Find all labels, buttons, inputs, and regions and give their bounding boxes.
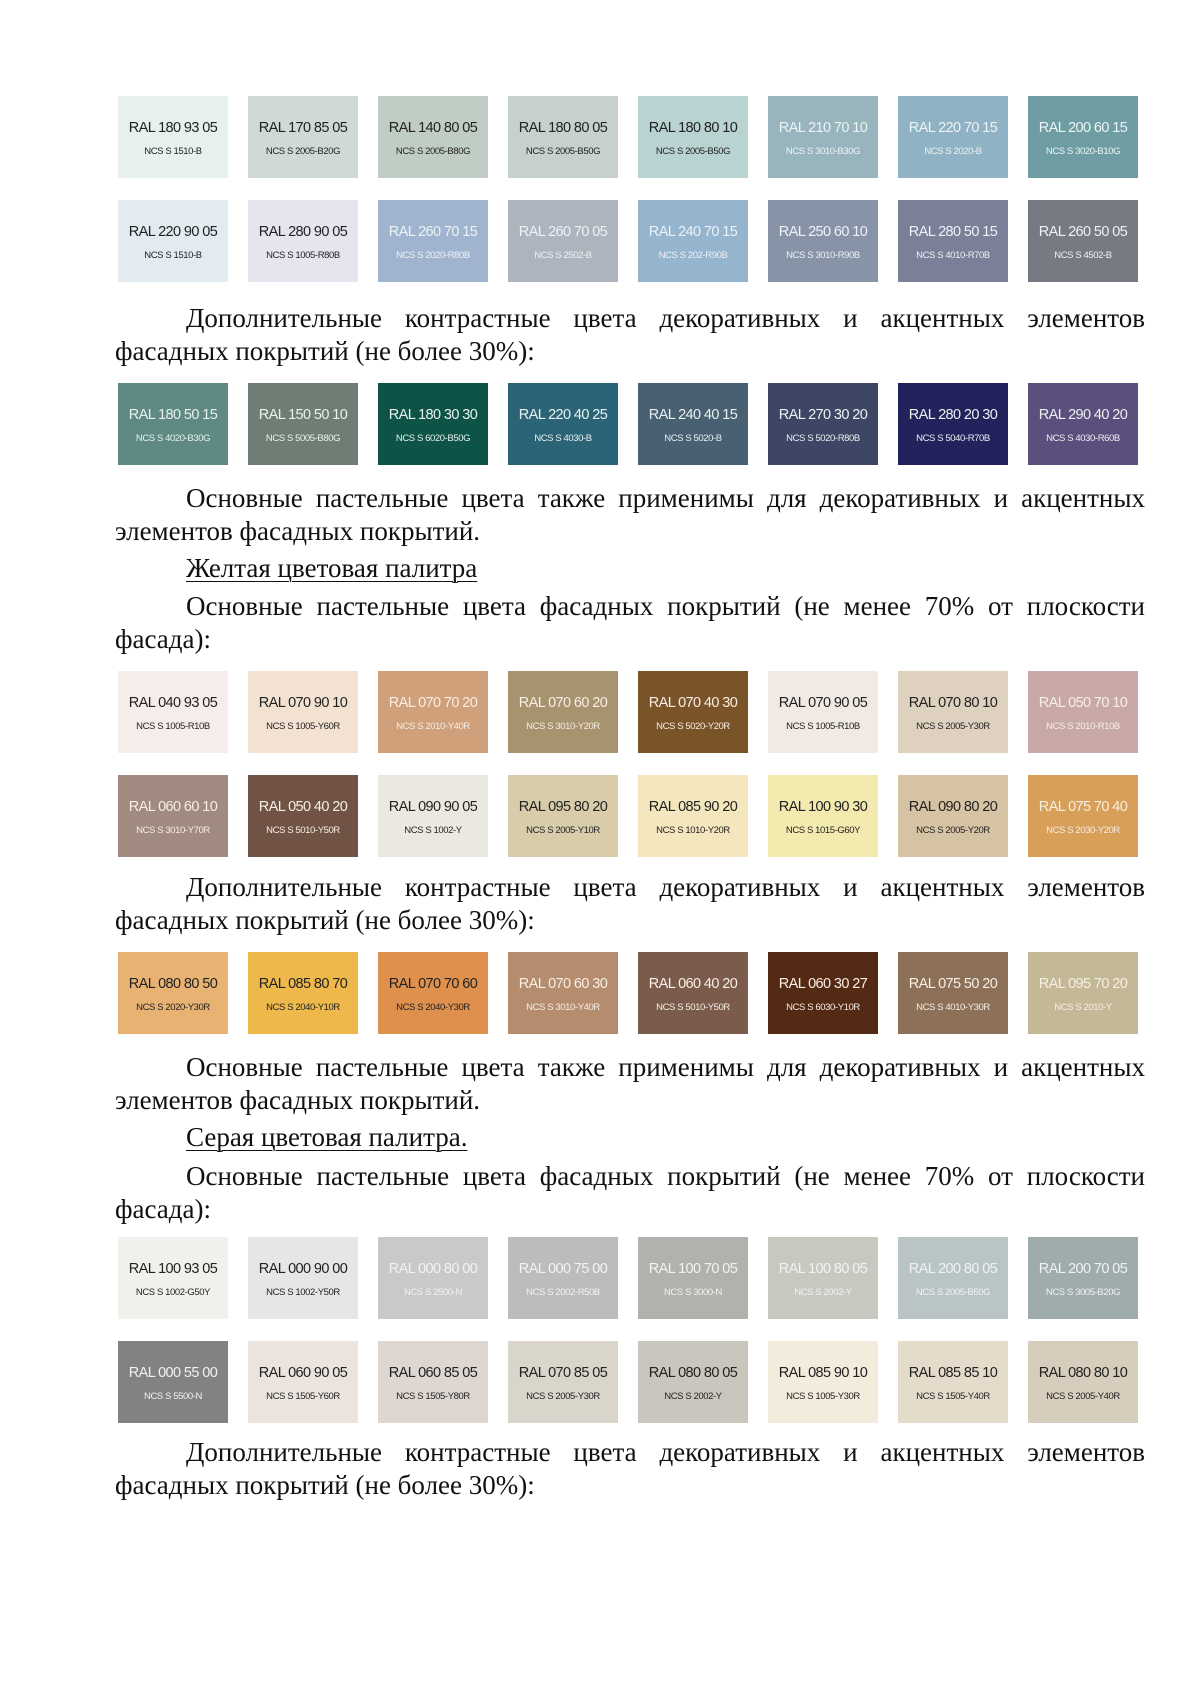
color-swatch	[768, 952, 878, 1034]
ncs-code: NCS S 2020-Y30R	[136, 1002, 210, 1013]
color-swatch	[898, 1237, 1008, 1319]
ncs-code: NCS S 2002-R50B	[526, 1287, 600, 1298]
color-swatch	[378, 1237, 488, 1319]
yellow-palette-heading: Желтая цветовая палитра	[186, 553, 478, 583]
ral-code: RAL 090 90 05	[388, 799, 478, 815]
ncs-code: NCS S 3020-B10G	[1045, 146, 1121, 157]
ncs-code: NCS S 1005-R80B	[266, 250, 340, 261]
blue-accent-intro-line2: фасадных покрытий (не более 30%):	[115, 336, 535, 366]
color-swatch	[898, 952, 1008, 1034]
ral-code: RAL 280 90 05	[258, 224, 348, 240]
ncs-code: NCS S 2010-R10B	[1046, 721, 1120, 732]
ncs-code: NCS S 1505-Y80R	[396, 1391, 470, 1402]
ncs-code: NCS S 2005-Y40R	[1046, 1391, 1120, 1402]
ral-code: RAL 075 70 40	[1038, 799, 1128, 815]
color-swatch	[768, 1341, 878, 1423]
ncs-code: NCS S 1005-Y30R	[786, 1391, 860, 1402]
ral-code: RAL 200 80 05	[908, 1261, 998, 1277]
ncs-code: NCS S 2005-B20G	[265, 146, 341, 157]
gray-accent-intro-line1: Дополнительные контрастные цвета декоративных и акцентных элементов	[186, 1437, 1145, 1467]
ncs-code: NCS S 5020-R80B	[786, 433, 860, 444]
ral-code: RAL 000 80 00	[388, 1261, 478, 1277]
ral-code: RAL 280 20 30	[908, 407, 998, 423]
ncs-code: NCS S 2500-N	[403, 1287, 463, 1298]
ral-code: RAL 290 40 20	[1038, 407, 1128, 423]
color-swatch	[768, 775, 878, 857]
gray-palette-heading: Серая цветовая палитра.	[186, 1122, 468, 1152]
ncs-code: NCS S 4010-R70B	[916, 250, 990, 261]
ncs-code: NCS S 2502-B	[534, 250, 592, 261]
ncs-code: NCS S 2010-Y	[1054, 1002, 1112, 1013]
color-swatch	[378, 1341, 488, 1423]
gray-accent-intro-line2: фасадных покрытий (не более 30%):	[115, 1470, 535, 1500]
ral-code: RAL 090 80 20	[908, 799, 998, 815]
ral-code: RAL 180 80 10	[648, 120, 738, 136]
color-swatch	[898, 96, 1008, 178]
ral-code: RAL 060 30 27	[778, 976, 868, 992]
ral-code: RAL 150 50 10	[258, 407, 348, 423]
ral-code: RAL 075 50 20	[908, 976, 998, 992]
ncs-code: NCS S 4020-B30G	[135, 433, 211, 444]
yellow-accent-palette	[118, 952, 1138, 1034]
ral-code: RAL 260 50 05	[1038, 224, 1128, 240]
ncs-code: NCS S 3010-Y40R	[526, 1002, 600, 1013]
color-swatch	[1028, 952, 1138, 1034]
ncs-code: NCS S 3005-B20G	[1045, 1287, 1121, 1298]
ral-code: RAL 060 40 20	[648, 976, 738, 992]
ncs-code: NCS S 5010-Y50R	[266, 825, 340, 836]
color-swatch	[118, 775, 228, 857]
ncs-code: NCS S 2040-Y10R	[266, 1002, 340, 1013]
ral-code: RAL 070 60 20	[518, 695, 608, 711]
ncs-code: NCS S 1005-R10B	[136, 721, 210, 732]
color-swatch	[898, 671, 1008, 753]
ral-code: RAL 200 60 15	[1038, 120, 1128, 136]
ral-code: RAL 220 70 15	[908, 120, 998, 136]
ral-code: RAL 085 90 20	[648, 799, 738, 815]
ncs-code: NCS S 3010-B30G	[785, 146, 861, 157]
ncs-code: NCS S 5500-N	[143, 1391, 203, 1402]
color-swatch	[378, 671, 488, 753]
gray-main-intro-line1: Основные пастельные цвета фасадных покрытий (не менее 70% от плоскости	[186, 1161, 1145, 1191]
ncs-code: NCS S 3000-N	[663, 1287, 723, 1298]
ncs-code: NCS S 1505-Y40R	[916, 1391, 990, 1402]
color-swatch	[118, 383, 228, 465]
ncs-code: NCS S 2005-B50G	[915, 1287, 991, 1298]
color-swatch	[768, 1237, 878, 1319]
color-swatch	[508, 1237, 618, 1319]
color-swatch	[508, 1341, 618, 1423]
ral-code: RAL 070 90 05	[778, 695, 868, 711]
ral-code: RAL 040 93 05	[128, 695, 218, 711]
ral-code: RAL 220 40 25	[518, 407, 608, 423]
ncs-code: NCS S 2010-Y40R	[396, 721, 470, 732]
ncs-code: NCS S 2005-Y20R	[916, 825, 990, 836]
color-swatch	[248, 1237, 358, 1319]
ral-code: RAL 080 80 10	[1038, 1365, 1128, 1381]
ncs-code: NCS S 5040-R70B	[916, 433, 990, 444]
color-swatch	[508, 200, 618, 282]
ral-code: RAL 240 40 15	[648, 407, 738, 423]
color-swatch	[1028, 1237, 1138, 1319]
ral-code: RAL 070 80 10	[908, 695, 998, 711]
ral-code: RAL 000 90 00	[258, 1261, 348, 1277]
yellow-main-intro-line2: фасада):	[115, 624, 211, 654]
color-swatch	[248, 1341, 358, 1423]
ncs-code: NCS S 5020-Y20R	[656, 721, 730, 732]
blue-note-line2: элементов фасадных покрытий.	[115, 516, 481, 546]
ncs-code: NCS S 3010-R90B	[786, 250, 860, 261]
ncs-code: NCS S 2005-Y10R	[526, 825, 600, 836]
ncs-code: NCS S 2005-B50G	[655, 146, 731, 157]
color-swatch	[508, 952, 618, 1034]
ncs-code: NCS S 2005-B50G	[525, 146, 601, 157]
color-swatch	[768, 200, 878, 282]
ncs-code: NCS S 6030-Y10R	[786, 1002, 860, 1013]
ncs-code: NCS S 1005-Y60R	[266, 721, 340, 732]
ncs-code: NCS S 5010-Y50R	[656, 1002, 730, 1013]
ncs-code: NCS S 4010-Y30R	[916, 1002, 990, 1013]
color-swatch	[898, 383, 1008, 465]
ncs-code: NCS S 1510-B	[144, 146, 202, 157]
ncs-code: NCS S 202-R90B	[658, 250, 728, 261]
ncs-code: NCS S 2020-B	[924, 146, 982, 157]
ncs-code: NCS S 6020-B50G	[395, 433, 471, 444]
ral-code: RAL 100 90 30	[778, 799, 868, 815]
yellow-accent-intro-line2: фасадных покрытий (не более 30%):	[115, 905, 535, 935]
color-swatch	[638, 96, 748, 178]
color-swatch	[1028, 1341, 1138, 1423]
color-swatch	[118, 1237, 228, 1319]
ncs-code: NCS S 4502-B	[1054, 250, 1112, 261]
ral-code: RAL 085 80 70	[258, 976, 348, 992]
ncs-code: NCS S 2005-Y30R	[526, 1391, 600, 1402]
yellow-note-line2: элементов фасадных покрытий.	[115, 1085, 481, 1115]
ral-code: RAL 085 85 10	[908, 1365, 998, 1381]
color-swatch	[508, 96, 618, 178]
ral-code: RAL 280 50 15	[908, 224, 998, 240]
color-swatch	[248, 952, 358, 1034]
ral-code: RAL 140 80 05	[388, 120, 478, 136]
color-swatch	[638, 383, 748, 465]
ral-code: RAL 050 70 10	[1038, 695, 1128, 711]
ral-code: RAL 080 80 50	[128, 976, 218, 992]
ral-code: RAL 180 80 05	[518, 120, 608, 136]
color-swatch	[1028, 200, 1138, 282]
ral-code: RAL 070 85 05	[518, 1365, 608, 1381]
ral-code: RAL 270 30 20	[778, 407, 868, 423]
blue-note-line1: Основные пастельные цвета также применимы для декоративных и акцентных	[186, 483, 1145, 513]
color-swatch	[508, 671, 618, 753]
yellow-main-intro-line1: Основные пастельные цвета фасадных покрытий (не менее 70% от плоскости	[186, 591, 1145, 621]
blue-accent-intro-line1: Дополнительные контрастные цвета декоративных и акцентных элементов	[186, 303, 1145, 333]
ncs-code: NCS S 1002-G50Y	[135, 1287, 211, 1298]
color-swatch	[118, 200, 228, 282]
ral-code: RAL 000 75 00	[518, 1261, 608, 1277]
color-swatch	[378, 775, 488, 857]
ral-code: RAL 060 90 05	[258, 1365, 348, 1381]
ral-code: RAL 100 70 05	[648, 1261, 738, 1277]
ncs-code: NCS S 1002-Y50R	[266, 1287, 340, 1298]
ncs-code: NCS S 1015-G60Y	[785, 825, 861, 836]
ral-code: RAL 180 93 05	[128, 120, 218, 136]
ral-code: RAL 200 70 05	[1038, 1261, 1128, 1277]
ncs-code: NCS S 1002-Y	[404, 825, 462, 836]
ral-code: RAL 260 70 15	[388, 224, 478, 240]
ral-code: RAL 250 60 10	[778, 224, 868, 240]
ral-code: RAL 085 90 10	[778, 1365, 868, 1381]
ncs-code: NCS S 4030-B	[534, 433, 592, 444]
ral-code: RAL 095 80 20	[518, 799, 608, 815]
color-swatch	[378, 96, 488, 178]
ncs-code: NCS S 5020-B	[664, 433, 722, 444]
color-swatch	[378, 200, 488, 282]
color-swatch	[638, 200, 748, 282]
ral-code: RAL 180 30 30	[388, 407, 478, 423]
color-swatch	[378, 383, 488, 465]
ral-code: RAL 210 70 10	[778, 120, 868, 136]
ral-code: RAL 070 60 30	[518, 976, 608, 992]
ncs-code: NCS S 2020-R80B	[396, 250, 470, 261]
color-swatch	[248, 775, 358, 857]
ncs-code: NCS S 3010-Y70R	[136, 825, 210, 836]
color-swatch	[898, 775, 1008, 857]
ral-code: RAL 170 85 05	[258, 120, 348, 136]
yellow-main-palette	[118, 671, 1138, 857]
color-swatch	[248, 383, 358, 465]
ncs-code: NCS S 2002-Y	[794, 1287, 852, 1298]
yellow-note-line1: Основные пастельные цвета также применимы для декоративных и акцентных	[186, 1052, 1145, 1082]
color-swatch	[638, 952, 748, 1034]
color-swatch	[118, 671, 228, 753]
ral-code: RAL 070 70 20	[388, 695, 478, 711]
ncs-code: NCS S 2030-Y20R	[1046, 825, 1120, 836]
ral-code: RAL 100 80 05	[778, 1261, 868, 1277]
gray-main-palette	[118, 1237, 1138, 1423]
color-swatch	[118, 96, 228, 178]
ral-code: RAL 060 60 10	[128, 799, 218, 815]
color-swatch	[638, 671, 748, 753]
color-swatch	[1028, 383, 1138, 465]
ncs-code: NCS S 1510-B	[144, 250, 202, 261]
color-swatch	[118, 952, 228, 1034]
color-swatch	[898, 200, 1008, 282]
ral-code: RAL 260 70 05	[518, 224, 608, 240]
color-swatch	[768, 383, 878, 465]
color-swatch	[508, 775, 618, 857]
ncs-code: NCS S 2005-B80G	[395, 146, 471, 157]
ncs-code: NCS S 4030-R60B	[1046, 433, 1120, 444]
color-swatch	[898, 1341, 1008, 1423]
color-swatch	[638, 775, 748, 857]
ral-code: RAL 220 90 05	[128, 224, 218, 240]
ncs-code: NCS S 2005-Y30R	[916, 721, 990, 732]
ncs-code: NCS S 1505-Y60R	[266, 1391, 340, 1402]
blue-main-palette	[118, 96, 1138, 282]
gray-main-intro-line2: фасада):	[115, 1194, 211, 1224]
ral-code: RAL 080 80 05	[648, 1365, 738, 1381]
ral-code: RAL 050 40 20	[258, 799, 348, 815]
ral-code: RAL 180 50 15	[128, 407, 218, 423]
ncs-code: NCS S 2040-Y30R	[396, 1002, 470, 1013]
ral-code: RAL 095 70 20	[1038, 976, 1128, 992]
color-swatch	[768, 671, 878, 753]
ncs-code: NCS S 1010-Y20R	[656, 825, 730, 836]
color-swatch	[638, 1341, 748, 1423]
blue-accent-palette	[118, 383, 1138, 465]
color-swatch	[248, 96, 358, 178]
yellow-accent-intro-line1: Дополнительные контрастные цвета декоративных и акцентных элементов	[186, 872, 1145, 902]
ncs-code: NCS S 1005-R10B	[786, 721, 860, 732]
color-swatch	[1028, 775, 1138, 857]
ncs-code: NCS S 2002-Y	[664, 1391, 722, 1402]
ral-code: RAL 100 93 05	[128, 1261, 218, 1277]
color-swatch	[1028, 671, 1138, 753]
ral-code: RAL 060 85 05	[388, 1365, 478, 1381]
ral-code: RAL 070 90 10	[258, 695, 348, 711]
color-swatch	[378, 952, 488, 1034]
ral-code: RAL 070 70 60	[388, 976, 478, 992]
color-swatch	[508, 383, 618, 465]
ral-code: RAL 070 40 30	[648, 695, 738, 711]
color-swatch	[768, 96, 878, 178]
color-swatch	[118, 1341, 228, 1423]
color-swatch	[638, 1237, 748, 1319]
ral-code: RAL 000 55 00	[128, 1365, 218, 1381]
color-swatch	[248, 671, 358, 753]
color-swatch	[248, 200, 358, 282]
ncs-code: NCS S 5005-B80G	[265, 433, 341, 444]
ral-code: RAL 240 70 15	[648, 224, 738, 240]
color-swatch	[1028, 96, 1138, 178]
ncs-code: NCS S 3010-Y20R	[526, 721, 600, 732]
